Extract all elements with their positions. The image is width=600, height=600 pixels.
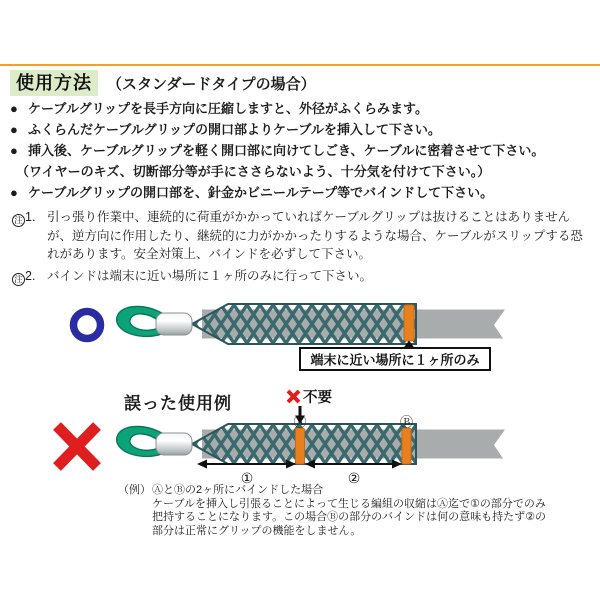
instruction-item — [10, 98, 592, 119]
note-circle-icon: 注 — [12, 273, 25, 286]
note-number: 2. — [25, 269, 36, 283]
diagram-correct — [0, 290, 600, 385]
note-text: 引っ張り作業中、連続的に荷重がかかっていればケーブルグリップは抜けることはありませんが、逆方向に作用したり、継続的に力がかかったりするような場合、ケーブルがスリップする恐れがあります。安全対策上、バインドを必ずして下さい。 — [47, 210, 583, 261]
notes-list — [12, 208, 588, 289]
band-b-label: Ⓑ — [399, 414, 414, 430]
note-marker — [12, 208, 35, 227]
note-circle-icon: 注 — [12, 214, 25, 227]
instruction-list — [10, 98, 592, 203]
instruction-item — [10, 161, 592, 182]
instruction-text: ケーブルグリップの開口部を、針金かビニールテープ等でバインドして下さい。 — [28, 185, 494, 200]
instruction-text: ケーブルグリップを長手方向に圧縮しますと、外径がふくらみます。 — [28, 101, 429, 116]
instruction-text: 挿入後、ケーブルグリップを軽く開口部に向けてしごき、ケーブルに密着させて下さい。 — [28, 143, 545, 158]
note-number: 1. — [25, 210, 36, 224]
instruction-item — [10, 140, 592, 161]
instruction-text: ふくらんだケーブルグリップの開口部よりケーブルを挿入して下さい。 — [28, 122, 441, 137]
example-heading: ⒶとⒷの2ヶ所にバインドした場合 — [152, 484, 324, 496]
note-text: バインドは端末に近い場所に１ヶ所のみに行って下さい。 — [47, 269, 373, 283]
section-title: 使用方法 — [10, 70, 98, 96]
diagram-wrong — [0, 385, 600, 495]
band-a-label: Ⓐ — [293, 414, 307, 430]
bullet-icon: ● — [10, 185, 18, 200]
bullet-icon: ● — [10, 101, 18, 116]
not-needed-text: 不要 — [303, 390, 332, 406]
ok-mark-icon — [74, 312, 101, 339]
instruction-text: （ワイヤーのキズ、切断部分等が手にささらないよう、十分気を付けて下さい。） — [16, 164, 491, 179]
example-label: （例） — [118, 484, 151, 496]
bind-band-a — [296, 428, 305, 464]
ng-mark-icon — [57, 426, 97, 467]
example-note — [118, 484, 556, 538]
instruction-item — [10, 119, 592, 140]
example-body: ケーブルを挿入し引張ることによって生じる編組の収縮はⒶ迄で①の部分でのみ把持することになります。この場合Ⓑの部分のバインドは何の意味も持たず②の部分は正常にグリップの機能をしません。 — [152, 497, 546, 537]
instruction-item — [10, 182, 592, 203]
not-needed-x-icon — [288, 391, 299, 402]
dimension-2-label: ② — [347, 470, 361, 486]
section-header — [10, 70, 316, 96]
dimension-1-label: ① — [240, 470, 254, 486]
bind-band — [404, 305, 414, 341]
section-subtitle: （スタンダードタイプの場合） — [107, 75, 316, 93]
note-marker — [12, 267, 35, 286]
note-item — [12, 208, 588, 264]
bullet-icon: ● — [10, 122, 18, 137]
note-item — [12, 267, 588, 286]
accent-divider — [0, 64, 600, 66]
wrong-usage-title: 誤った使用例 — [124, 394, 232, 413]
bind-band-b — [402, 428, 411, 464]
callout-text: 端末に近い場所に１ヶ所のみ — [310, 352, 480, 368]
bullet-icon: ● — [10, 143, 18, 158]
